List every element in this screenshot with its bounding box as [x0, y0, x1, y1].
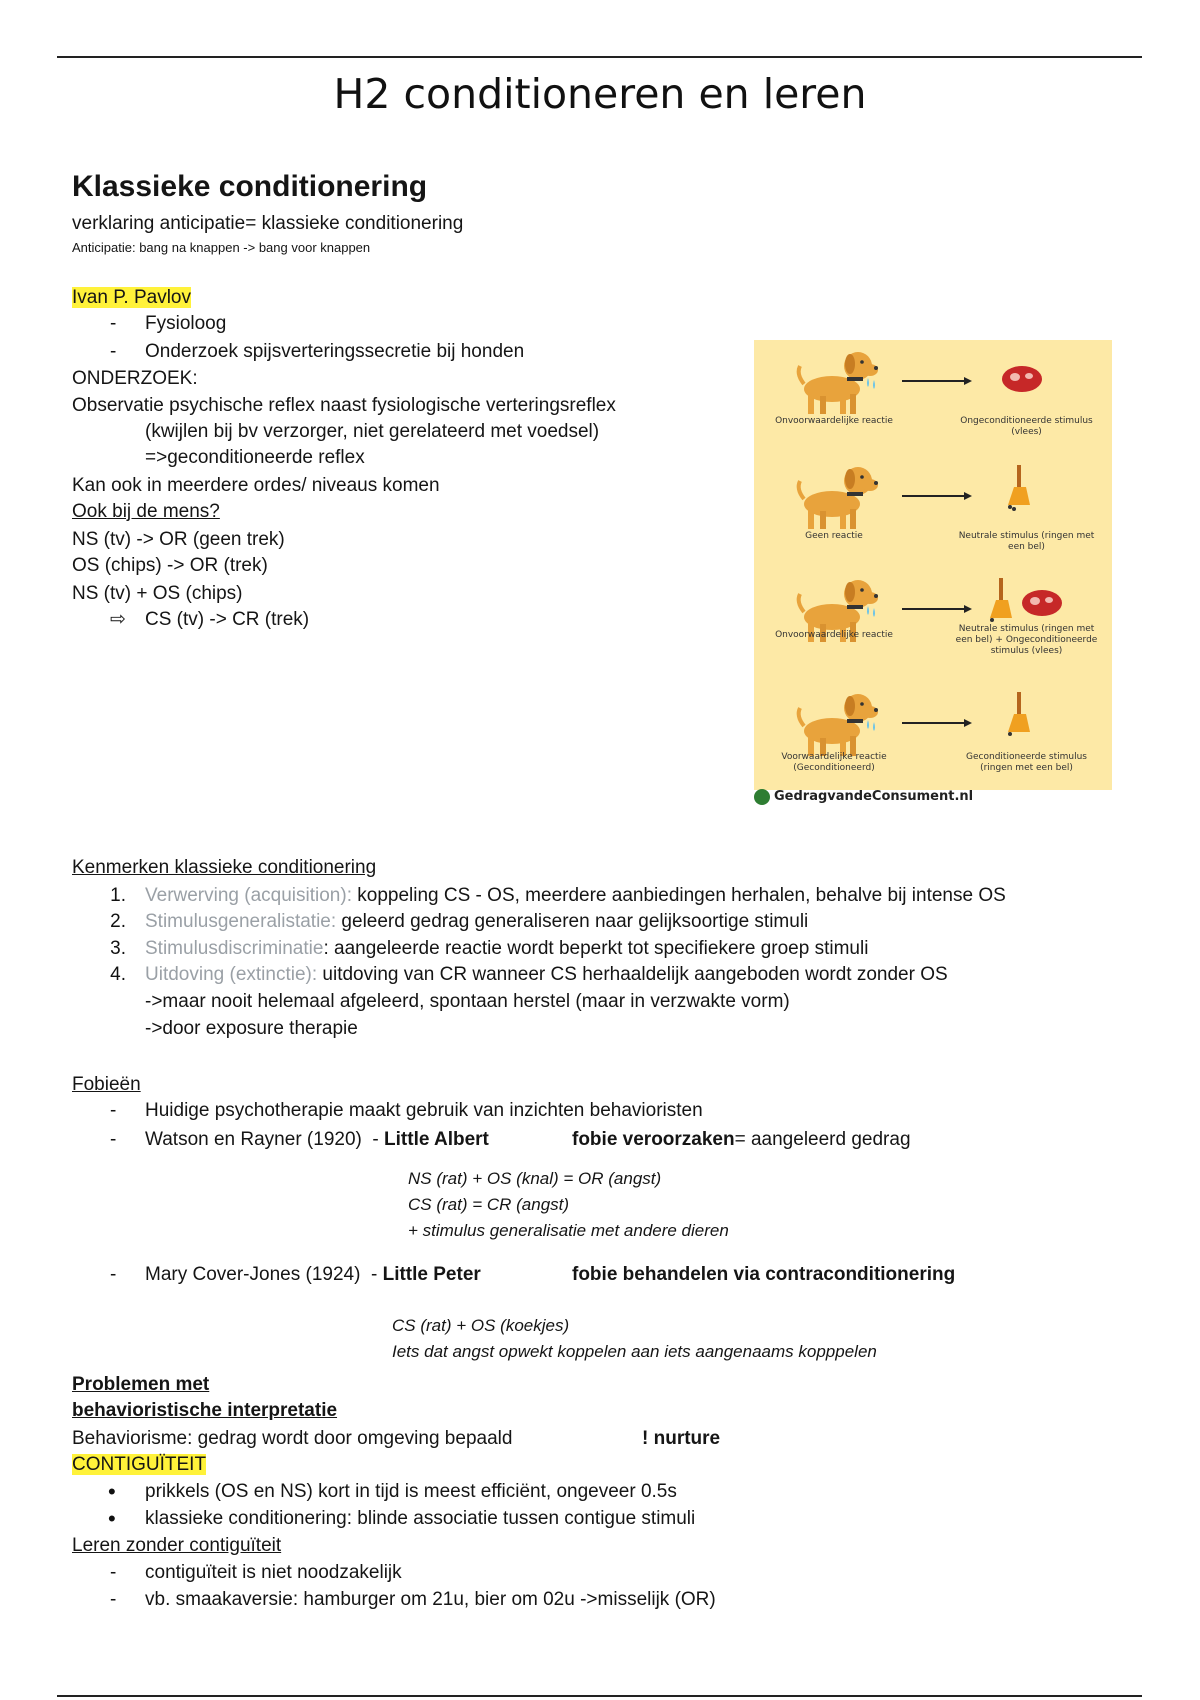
- pavlov-conditioning-figure: [754, 340, 1112, 790]
- bell-icon: [1004, 692, 1032, 738]
- case-name: Little Albert: [384, 1129, 489, 1150]
- figure-panel-3: [754, 568, 1112, 680]
- figure-caption-right: Geconditioneerde stimulus (ringen met een bel): [966, 752, 1087, 773]
- term: Uitdoving (extinctie):: [145, 964, 318, 985]
- subtitle-small: Anticipatie: bang na knappen -> bang voor knappen: [72, 240, 371, 255]
- meat-icon: [1019, 586, 1065, 620]
- brand-logo-icon: [754, 789, 770, 805]
- top-rule: [57, 56, 1142, 58]
- conclusion-text: = aangeleerd gedrag: [734, 1129, 911, 1150]
- fobie-bullet-1: Huidige psychotherapie maakt gebruik van inzichten behavioristen: [145, 1100, 703, 1121]
- figure-caption-left: Voorwaardelijke reactie (Geconditioneerd): [781, 752, 887, 773]
- kenmerken-heading: Kenmerken klassieke conditionering: [72, 857, 377, 878]
- contiguiteit-highlight: CONTIGUÏTEIT: [72, 1454, 207, 1475]
- arrow-bullet-icon: ⇨: [110, 609, 126, 630]
- case-name: Little Peter: [382, 1264, 481, 1285]
- authors: Watson en Rayner (1920): [145, 1129, 362, 1150]
- cover-jones: [145, 1263, 481, 1287]
- list-number: 2.: [110, 911, 126, 932]
- peter-formula-2: Iets dat angst opwekt koppelen aan iets aangenaams kopppelen: [392, 1342, 877, 1361]
- watson-rayner: [145, 1128, 489, 1152]
- list-number: 4.: [110, 964, 126, 985]
- bullet-dot: •: [108, 1479, 116, 1504]
- peter-formula-1: CS (rat) + OS (koekjes): [392, 1316, 570, 1335]
- human-question: Ook bij de mens?: [72, 501, 220, 522]
- figure-caption-right: Neutrale stimulus (ringen met een bel) + Ongeconditioneerde stimulus (vlees): [955, 624, 1098, 656]
- fobieen-heading: Fobieën: [72, 1074, 141, 1095]
- brand-text: GedragvandeConsument.nl: [774, 789, 974, 804]
- figure-panel-1: [754, 340, 1112, 452]
- definition: koppeling CS - OS, meerdere aanbiedingen herhalen, behalve bij intense OS: [351, 885, 1006, 906]
- dog-icon: [792, 459, 882, 531]
- zonder-heading: Leren zonder contiguïteit: [72, 1535, 282, 1556]
- dash-bullet: -: [110, 1100, 117, 1121]
- example-3: NS (tv) + OS (chips): [72, 583, 243, 604]
- definition: uitdoving van CR wanneer CS herhaaldelijk aangeboden wordt zonder OS: [317, 964, 948, 985]
- list-number: 3.: [110, 938, 126, 959]
- term: Stimulusgeneralistatie:: [145, 911, 337, 932]
- dash-bullet: -: [110, 313, 117, 334]
- term: Stimulusdiscriminatie: [145, 938, 324, 959]
- albert-formula-2: CS (rat) = CR (angst): [408, 1195, 570, 1214]
- arrow-right-icon: [902, 491, 972, 501]
- definition: geleerd gedrag generaliseren naar gelijksoortige stimuli: [336, 911, 809, 932]
- figure-caption-right: Neutrale stimulus (ringen met een bel): [958, 531, 1095, 552]
- separator: -: [370, 1264, 383, 1285]
- example-1: NS (tv) -> OR (geen trek): [72, 529, 285, 550]
- list-item: [145, 910, 808, 934]
- pavlov-highlight: Ivan P. Pavlov: [72, 287, 192, 308]
- contiguiteit-label: [72, 1453, 206, 1477]
- arrow-right-icon: [902, 718, 972, 728]
- salivating-dog-icon: [792, 344, 882, 416]
- figure-panel-2: [754, 455, 1112, 567]
- section-heading: Klassieke conditionering: [72, 170, 428, 203]
- definition: : aangeleerde reactie wordt beperkt tot specifiekere groep stimuli: [323, 938, 869, 959]
- levels-line: Kan ook in meerdere ordes/ niveaus komen: [72, 475, 440, 496]
- dash-bullet: -: [110, 1589, 117, 1610]
- figure-panel-4: [754, 682, 1112, 794]
- dash-bullet: -: [110, 1562, 117, 1583]
- albert-formula-3: + stimulus generalisatie met andere dieren: [408, 1221, 729, 1240]
- problemen-heading-2: behavioristische interpretatie: [72, 1400, 338, 1421]
- figure-caption-left: Geen reactie: [805, 531, 863, 541]
- contig-bullet-1: prikkels (OS en NS) kort in tijd is meest efficiënt, ongeveer 0.5s: [145, 1481, 677, 1502]
- figure-caption-left: Onvoorwaardelijke reactie: [775, 416, 893, 426]
- list-note: ->maar nooit helemaal afgeleerd, spontaan herstel (maar in verzwakte vorm): [145, 991, 790, 1012]
- list-item: [145, 963, 948, 987]
- authors: Mary Cover-Jones (1924): [145, 1264, 361, 1285]
- albert-formula-1: NS (rat) + OS (knal) = OR (angst): [408, 1169, 662, 1188]
- document-title: H2 conditioneren en leren: [333, 70, 867, 118]
- pavlov-bullet-2: Onderzoek spijsverteringssecretie bij honden: [145, 341, 525, 362]
- behaviorisme-line: Behaviorisme: gedrag wordt door omgeving bepaald: [72, 1428, 513, 1449]
- conditioned-reflex: =>geconditioneerde reflex: [145, 447, 365, 468]
- observation-detail: (kwijlen bij bv verzorger, niet gerelateerd met voedsel): [145, 421, 600, 442]
- figure-caption-left: Onvoorwaardelijke reactie: [775, 630, 893, 640]
- list-number: 1.: [110, 885, 126, 906]
- dash-bullet: -: [110, 341, 117, 362]
- bottom-rule: [57, 1695, 1142, 1697]
- list-note: ->door exposure therapie: [145, 1018, 358, 1039]
- arrow-right-icon: [902, 376, 972, 386]
- observation-line: Observatie psychische reflex naast fysiologische verteringsreflex: [72, 395, 616, 416]
- onderzoek-label: ONDERZOEK:: [72, 368, 198, 389]
- salivating-dog-icon: [792, 686, 882, 758]
- zonder-bullet-2: vb. smaakaversie: hamburger om 21u, bier om 02u ->misselijk (OR): [145, 1589, 716, 1610]
- figure-source-logo: [754, 788, 973, 806]
- subtitle-line: verklaring anticipatie= klassieke conditionering: [72, 213, 464, 234]
- pavlov-name: [72, 286, 191, 310]
- list-item: [145, 884, 1006, 908]
- arrow-right-icon: [902, 604, 972, 614]
- problemen-heading-1: Problemen met: [72, 1374, 210, 1395]
- meat-icon: [999, 362, 1045, 396]
- term: Verwerving (acquisition):: [145, 885, 352, 906]
- watson-conclusion: [572, 1128, 911, 1152]
- list-item: [145, 937, 868, 961]
- bell-icon: [986, 578, 1014, 624]
- dash-bullet: -: [110, 1264, 117, 1285]
- peter-conclusion: [572, 1263, 955, 1287]
- conclusion-bold: fobie behandelen via contraconditionering: [572, 1264, 956, 1285]
- separator: -: [372, 1129, 385, 1150]
- zonder-bullet-1: contiguïteit is niet noodzakelijk: [145, 1562, 402, 1583]
- bell-icon: [1004, 465, 1032, 511]
- conclusion-bold: fobie veroorzaken: [572, 1129, 735, 1150]
- figure-caption-right: Ongeconditioneerde stimulus (vlees): [960, 416, 1093, 437]
- pavlov-bullet-1: Fysioloog: [145, 313, 227, 334]
- contig-bullet-2: klassieke conditionering: blinde associatie tussen contigue stimuli: [145, 1508, 696, 1529]
- example-2: OS (chips) -> OR (trek): [72, 555, 268, 576]
- example-4: CS (tv) -> CR (trek): [145, 609, 310, 630]
- bullet-dot: •: [108, 1506, 116, 1531]
- nurture-note: ! nurture: [642, 1428, 721, 1449]
- dash-bullet: -: [110, 1129, 117, 1150]
